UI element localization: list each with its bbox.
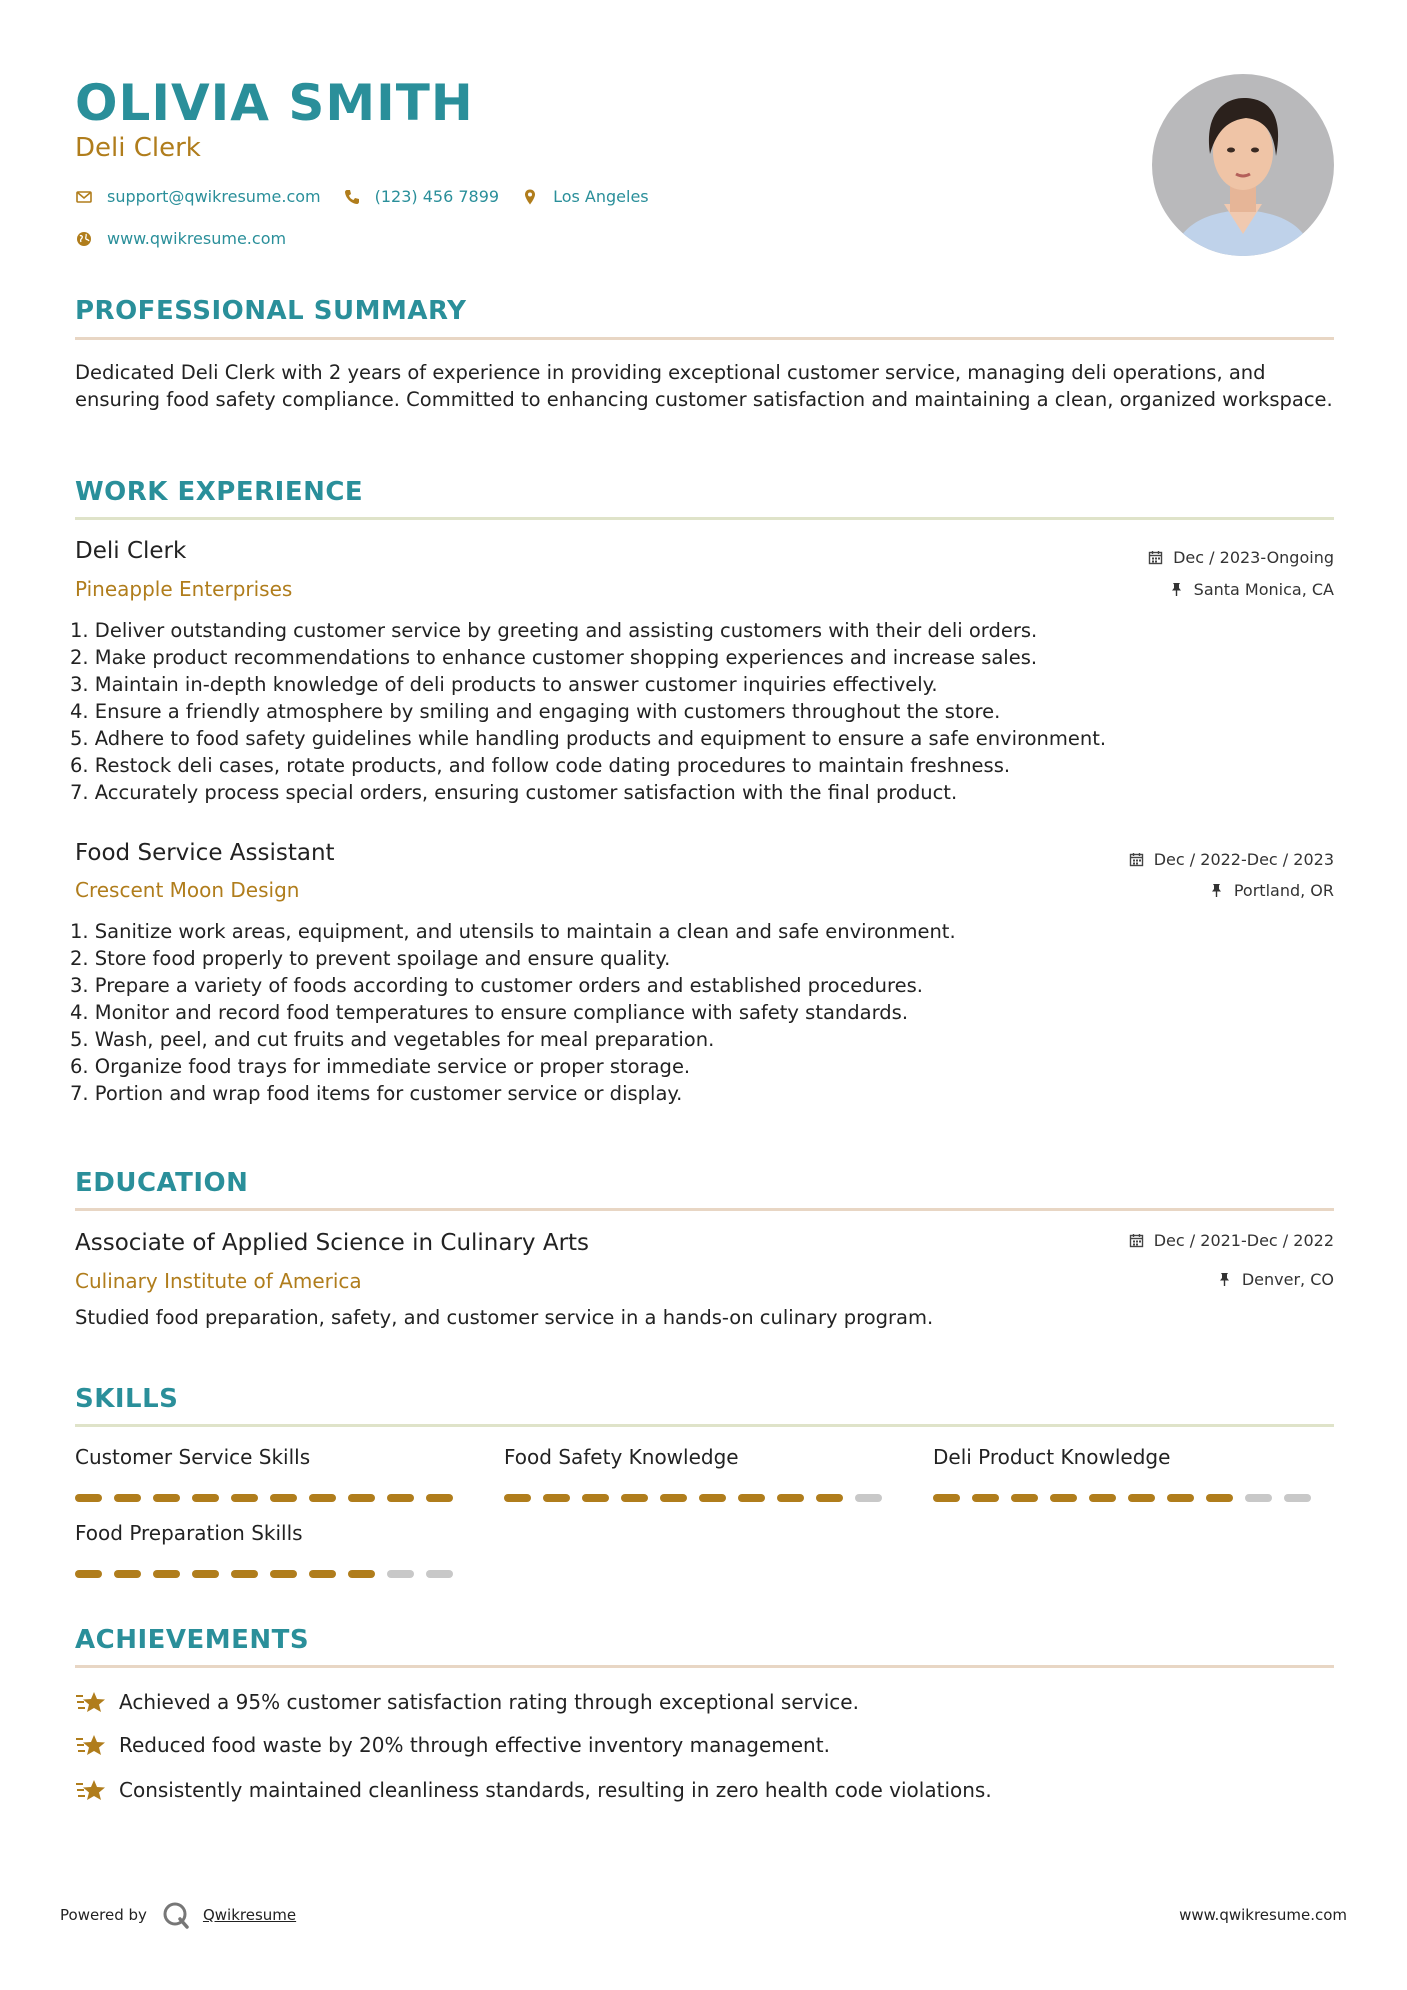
candidate-name: OLIVIA SMITH [75,74,474,132]
skill-dash [270,1494,297,1502]
skill-dash [933,1494,960,1502]
achievements-divider [75,1665,1334,1668]
skill-level-bar [933,1494,1323,1502]
skill-dash [543,1494,570,1502]
contact-website[interactable] [75,229,286,248]
skill-label: Food Preparation Skills [75,1521,303,1545]
contact-phone[interactable] [343,187,499,206]
job-bullets [70,617,1334,806]
achievement-text: Consistently maintained cleanliness standards, resulting in zero health code violations. [119,1778,992,1802]
education-location [1217,1270,1334,1289]
education-description: Studied food preparation, safety, and customer service in a hands-on culinary program. [75,1306,934,1329]
powered-by [60,1900,296,1930]
summary-text: Dedicated Deli Clerk with 2 years of experience in providing exceptional customer service, managing deli operations, and ensuring food safety compliance. Committed to enhancing customer satisfaction and maintaining a clean, organized workspace. [75,361,1333,411]
job-location-text: Portland, OR [1233,881,1334,900]
education-heading: EDUCATION [75,1168,249,1198]
skill-dash [699,1494,726,1502]
job-location [1209,881,1334,900]
job-company: Pineapple Enterprises [75,577,293,601]
skill-dash [309,1494,336,1502]
skill-level-bar [504,1494,894,1502]
website-text: www.qwikresume.com [107,229,287,248]
list-item: 6. Restock deli cases, rotate products, and follow code dating procedures to maintain freshness. [70,754,1011,777]
list-item: 1. Deliver outstanding customer service by greeting and assisting customers with their deli orders. [70,619,1038,642]
contact-website-row [75,229,308,248]
list-item: 6. Organize food trays for immediate service or proper storage. [70,1055,691,1078]
skill-dash [582,1494,609,1502]
skill-dash [387,1570,414,1578]
skill-dash [777,1494,804,1502]
list-item: 3. Prepare a variety of foods according to customer orders and established procedures. [70,974,923,997]
skill-dash [426,1494,453,1502]
skill-level-bar [75,1570,465,1578]
skill-dash [1089,1494,1116,1502]
achievement-item [75,1776,992,1804]
list-item: 2. Make product recommendations to enhance customer shopping experiences and increase sales. [70,646,1038,669]
qwikresume-logo-icon [161,1900,191,1930]
job-location-text: Santa Monica, CA [1193,580,1334,599]
location-text: Los Angeles [553,187,649,206]
list-item: 7. Accurately process special orders, ensuring customer satisfaction with the final product. [70,781,958,804]
contact-email[interactable] [75,187,321,206]
skill-dash [348,1570,375,1578]
contact-location [521,187,649,206]
summary-heading: PROFESSIONAL SUMMARY [75,296,467,326]
list-item: 4. Monitor and record food temperatures to ensure compliance with safety standards. [70,1001,909,1024]
skill-dash [1011,1494,1038,1502]
list-item: 5. Wash, peel, and cut fruits and vegetables for meal preparation. [70,1028,715,1051]
job-bullets [70,918,1334,1107]
skill-dash [426,1570,453,1578]
skill-dash [660,1494,687,1502]
achievement-text: Reduced food waste by 20% through effective inventory management. [119,1733,830,1757]
job-title: Food Service Assistant [75,840,335,866]
achievement-item [75,1731,830,1759]
skills-divider [75,1424,1334,1427]
shooting-star-icon [75,1688,107,1716]
skill-dash [1167,1494,1194,1502]
calendar-icon [1148,550,1163,565]
skill-dash [153,1494,180,1502]
experience-heading: WORK EXPERIENCE [75,477,364,507]
skill-dash [1128,1494,1155,1502]
profile-photo [1152,74,1334,256]
list-item: 5. Adhere to food safety guidelines while handling products and equipment to ensure a safe environment. [70,727,1107,750]
pushpin-icon [1217,1272,1232,1287]
skill-dash [309,1570,336,1578]
contact-row [75,187,671,206]
skill-dash [816,1494,843,1502]
qwikresume-link[interactable]: Qwikresume [202,1906,297,1924]
skill-level-bar [75,1494,465,1502]
skill-dash [114,1494,141,1502]
envelope-icon [75,188,93,206]
job-location [1169,580,1334,599]
skill-dash [153,1570,180,1578]
experience-divider [75,517,1334,520]
skill-dash [231,1570,258,1578]
skill-dash [231,1494,258,1502]
portrait-image [1152,74,1334,256]
list-item: 7. Portion and wrap food items for customer service or display. [70,1082,683,1105]
shooting-star-icon [75,1776,107,1804]
skill-dash [738,1494,765,1502]
shooting-star-icon [75,1731,107,1759]
skill-dash [348,1494,375,1502]
skill-dash [855,1494,882,1502]
achievements-heading: ACHIEVEMENTS [75,1625,310,1655]
skill-label: Customer Service Skills [75,1445,311,1469]
skill-label: Deli Product Knowledge [933,1445,1171,1469]
skill-dash [192,1494,219,1502]
job-dates-text: Dec / 2022-Dec / 2023 [1153,850,1334,869]
school-name: Culinary Institute of America [75,1269,362,1293]
calendar-icon [1129,852,1144,867]
achievement-item [75,1688,859,1716]
skill-dash [1050,1494,1077,1502]
skill-dash [504,1494,531,1502]
list-item: 4. Ensure a friendly atmosphere by smiling and engaging with customers throughout the store. [70,700,1001,723]
skill-dash [75,1570,102,1578]
map-pin-icon [521,188,539,206]
email-text: support@qwikresume.com [107,187,321,206]
phone-text: (123) 456 7899 [374,187,500,206]
skills-heading: SKILLS [75,1384,179,1414]
skill-label: Food Safety Knowledge [504,1445,739,1469]
job-dates [1148,548,1334,567]
skill-dash [621,1494,648,1502]
phone-icon [343,188,361,206]
pushpin-icon [1209,883,1224,898]
skill-dash [1206,1494,1233,1502]
skill-dash [270,1570,297,1578]
pushpin-icon [1169,582,1184,597]
list-item: 3. Maintain in-depth knowledge of deli products to answer customer inquiries effectively. [70,673,938,696]
list-item: 2. Store food properly to prevent spoilage and ensure quality. [70,947,671,970]
job-dates [1129,850,1334,869]
globe-icon [75,230,93,248]
education-divider [75,1208,1334,1211]
skill-dash [192,1570,219,1578]
summary-divider [75,337,1334,340]
job-dates-text: Dec / 2023-Ongoing [1173,548,1334,567]
education-dates-text: Dec / 2021-Dec / 2022 [1153,1231,1334,1250]
skill-dash [1245,1494,1272,1502]
calendar-icon [1129,1233,1144,1248]
skill-dash [114,1570,141,1578]
candidate-title: Deli Clerk [75,133,201,163]
job-company: Crescent Moon Design [75,878,300,902]
skill-dash [387,1494,414,1502]
footer-website[interactable]: www.qwikresume.com [1179,1906,1347,1924]
skill-dash [972,1494,999,1502]
job-title: Deli Clerk [75,538,187,564]
skill-dash [1284,1494,1311,1502]
degree-title: Associate of Applied Science in Culinary Arts [75,1230,590,1256]
skill-dash [75,1494,102,1502]
achievement-text: Achieved a 95% customer satisfaction rating through exceptional service. [119,1690,859,1714]
education-dates [1129,1231,1334,1250]
list-item: 1. Sanitize work areas, equipment, and utensils to maintain a clean and safe environment. [70,920,956,943]
education-location-text: Denver, CO [1241,1270,1334,1289]
powered-by-text: Powered by [60,1906,147,1924]
